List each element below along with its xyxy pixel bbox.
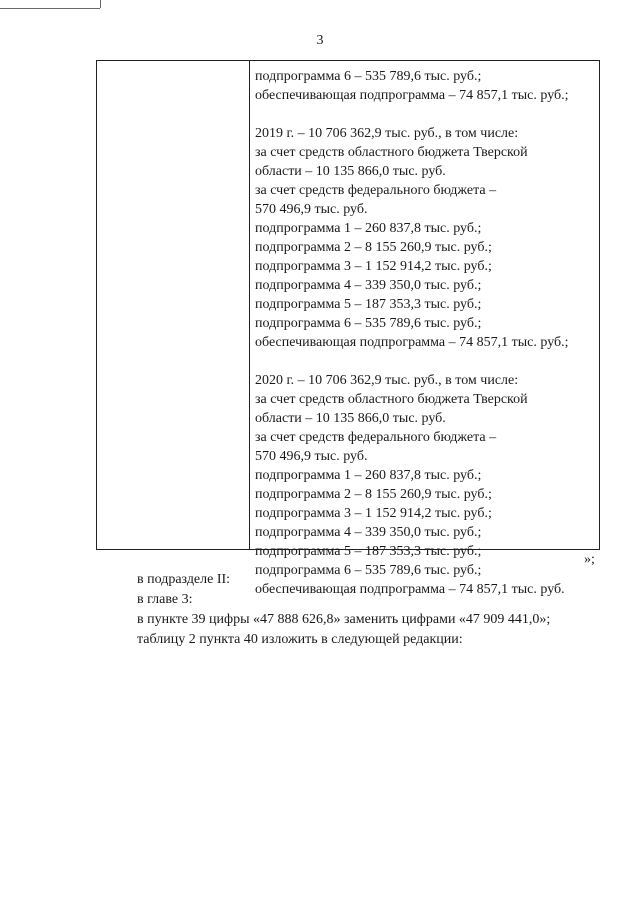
paragraph-line: в главе 3:	[137, 592, 193, 607]
blank-line	[255, 352, 599, 371]
table-text-line: области – 10 135 866,0 тыс. руб.	[255, 164, 446, 179]
table-text-line: 2020 г. – 10 706 362,9 тыс. руб., в том числе:	[255, 373, 519, 388]
table-text-line: за счет средств федерального бюджета –	[255, 183, 497, 198]
corner-mark-tick	[100, 0, 101, 8]
table-text-line: области – 10 135 866,0 тыс. руб.	[255, 411, 446, 426]
table-text-line: подпрограмма 2 – 8 155 260,9 тыс. руб.;	[255, 487, 492, 502]
page-number: 3	[316, 33, 324, 48]
table-text-line: подпрограмма 1 – 260 837,8 тыс. руб.;	[255, 221, 482, 236]
table-text-line: подпрограмма 4 – 339 350,0 тыс. руб.;	[255, 278, 482, 293]
table-text-line: обеспечивающая подпрограмма – 74 857,1 тыс. руб.;	[255, 88, 569, 103]
blank-line	[255, 105, 599, 124]
corner-mark-line	[0, 8, 100, 9]
closing-quote: »;	[584, 552, 595, 567]
table-text-line: 570 496,9 тыс. руб.	[255, 449, 368, 464]
table-text-line: за счет средств областного бюджета Тверской	[255, 145, 528, 160]
table-text-line: подпрограмма 5 – 187 353,3 тыс. руб.;	[255, 544, 482, 559]
table-text-line: обеспечивающая подпрограмма – 74 857,1 тыс. руб.	[255, 582, 565, 597]
table-text-line: за счет средств областного бюджета Тверской	[255, 392, 528, 407]
paragraph-line: таблицу 2 пункта 40 изложить в следующей редакции:	[137, 632, 463, 647]
table-text-line: за счет средств федерального бюджета –	[255, 430, 497, 445]
table-text-line: подпрограмма 3 – 1 152 914,2 тыс. руб.;	[255, 259, 492, 274]
table-text-line: обеспечивающая подпрограмма – 74 857,1 тыс. руб.;	[255, 335, 569, 350]
paragraph-line: в подразделе II:	[137, 572, 231, 587]
table-text-line: подпрограмма 6 – 535 789,6 тыс. руб.;	[255, 563, 482, 578]
table-text-line: подпрограмма 3 – 1 152 914,2 тыс. руб.;	[255, 506, 492, 521]
amendment-text	[137, 570, 607, 650]
table-right-cell	[250, 61, 599, 597]
table-text-line: 2019 г. – 10 706 362,9 тыс. руб., в том числе:	[255, 126, 519, 141]
table-text-line: подпрограмма 6 – 535 789,6 тыс. руб.;	[255, 69, 482, 84]
table-text-line: подпрограмма 2 – 8 155 260,9 тыс. руб.;	[255, 240, 492, 255]
table-text-line: подпрограмма 6 – 535 789,6 тыс. руб.;	[255, 316, 482, 331]
table-text-line: подпрограмма 1 – 260 837,8 тыс. руб.;	[255, 468, 482, 483]
table-left-cell	[97, 61, 250, 549]
table-text-line: 570 496,9 тыс. руб.	[255, 202, 368, 217]
table-text-line: подпрограмма 4 – 339 350,0 тыс. руб.;	[255, 525, 482, 540]
table-text-line: подпрограмма 5 – 187 353,3 тыс. руб.;	[255, 297, 482, 312]
paragraph-line: в пункте 39 цифры «47 888 626,8» заменить цифрами «47 909 441,0»;	[137, 612, 551, 627]
